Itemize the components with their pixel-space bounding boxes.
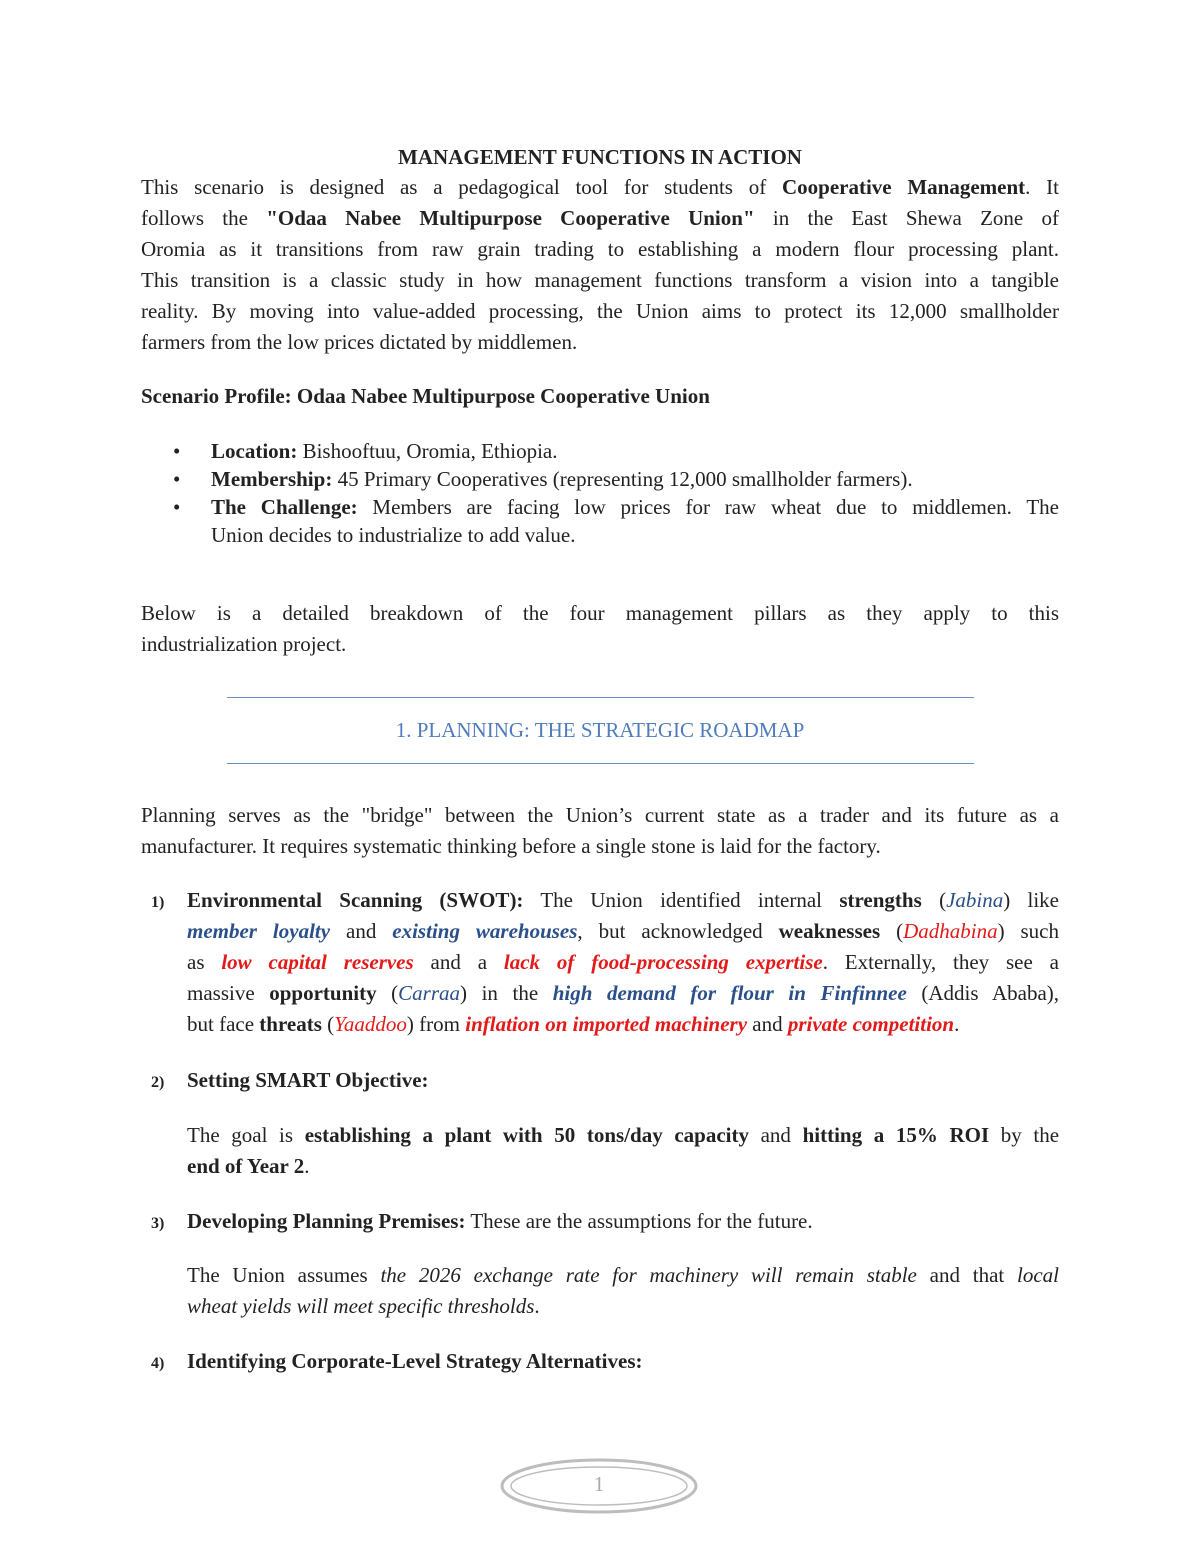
list-item: • Location: Bishooftuu, Oromia, Ethiopia.: [173, 439, 558, 463]
document-title: MANAGEMENT FUNCTIONS IN ACTION: [398, 145, 802, 169]
profile-bullet-list: [141, 437, 1059, 549]
page-number-badge: [499, 1457, 699, 1515]
section-1-title: 1. PLANNING: THE STRATEGIC ROADMAP: [395, 718, 805, 742]
breakdown-paragraph: Below is a detailed breakdown of the four management pillars as they apply to this industrialization project.: [141, 601, 1059, 656]
planning-item-strategy: 4) Identifying Corporate-Level Strategy Alternatives:: [151, 1349, 643, 1373]
profile-heading: Scenario Profile: Odaa Nabee Multipurpose Cooperative Union: [141, 384, 710, 408]
smart-goal-text: The goal is establishing a plant with 50 tons/day capacity and hitting a 15% ROI by the end of Year 2.: [187, 1123, 1060, 1178]
planning-item-premises: 3) Developing Planning Premises: These are the assumptions for the future.: [151, 1209, 813, 1233]
intro-paragraph: This scenario is designed as a pedagogical tool for students of Cooperative Management. It follows the "Odaa Nabee Multipurpose Cooperative Union" in the East Shewa Zone of Oromia as it transitions from raw grain trading to establishing a modern flour processing plant. This transition is a classic study in how management functions transform a vision into a tangible reality. By moving into value-added processing, the Union aims to protect its 12,000 smallholder farmers from the low prices dictated by middlemen.: [141, 175, 1060, 354]
bullet-icon: •: [173, 495, 181, 519]
planning-intro: Planning serves as the "bridge" between the Union’s current state as a trader and its future as a manufacturer. It requires systematic thinking before a single stone is laid for the factory.: [141, 803, 1059, 858]
planning-item-swot: 1) Environmental Scanning (SWOT): The Union identified internal strengths (Jabina) like member loyalty and existing warehouses, but acknowledged weaknesses (Dadhabina) such as low capital reserves and a lack of food-processing expertise. Externally, they see a massive opportunity (Carraa) in the high demand for flour in Finfinnee (Addis Ababa), but face threats (Yaaddoo) from inflation on imported machinery and private competition.: [151, 888, 1060, 1036]
premises-text: The Union assumes the 2026 exchange rate for machinery will remain stable and that local wheat yields will meet specific thresholds.: [187, 1263, 1060, 1318]
section-top-rule: [227, 697, 974, 698]
list-item: • Membership: 45 Primary Cooperatives (representing 12,000 smallholder farmers).: [173, 467, 913, 491]
list-item: • The Challenge: Members are facing low prices for raw wheat due to middlemen. The Union decides to industrialize to add value.: [173, 495, 1059, 547]
bullet-icon: •: [173, 467, 181, 491]
page-number: 1: [593, 1472, 605, 1496]
section-bottom-rule: [227, 763, 974, 764]
planning-item-smart: 2) Setting SMART Objective:: [151, 1068, 429, 1092]
bullet-icon: •: [173, 439, 181, 463]
